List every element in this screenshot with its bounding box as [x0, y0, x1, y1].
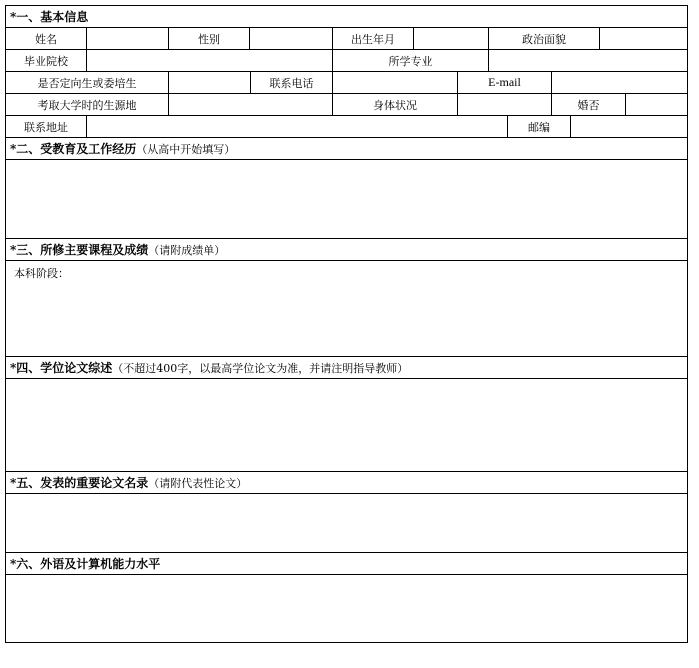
- input-postcode[interactable]: [571, 116, 687, 137]
- input-origin[interactable]: [169, 94, 333, 115]
- label-political: 政治面貌: [489, 28, 600, 49]
- education-history-area[interactable]: [6, 160, 687, 239]
- section-education-header: [6, 138, 687, 160]
- section-title: *五、发表的重要论文名录: [10, 476, 149, 490]
- section-thesis-header: [6, 357, 687, 379]
- row-basic-5: [6, 116, 687, 138]
- section-title: *四、学位论文综述: [10, 361, 113, 375]
- input-major[interactable]: [489, 50, 687, 71]
- label-email: E-mail: [458, 72, 552, 93]
- input-health[interactable]: [458, 94, 552, 115]
- label-directed: 是否定向生或委培生: [6, 72, 169, 93]
- section-note: （请附成绩单）: [148, 243, 226, 257]
- label-married: 婚否: [552, 94, 626, 115]
- section-publications-header: [6, 472, 687, 494]
- input-school[interactable]: [87, 50, 333, 71]
- section-title: *二、受教育及工作经历: [10, 142, 137, 156]
- label-gender: 性别: [169, 28, 250, 49]
- section-note: （不超过400字，以最高学位论文为准，并请注明指导教师）: [112, 361, 409, 375]
- row-basic-4: [6, 94, 687, 116]
- input-phone[interactable]: [333, 72, 458, 93]
- row-basic-3: [6, 72, 687, 94]
- input-email[interactable]: [552, 72, 687, 93]
- row-basic-1: [6, 28, 687, 50]
- label-postcode: 邮编: [508, 116, 571, 137]
- label-phone: 联系电话: [251, 72, 333, 93]
- input-married[interactable]: [626, 94, 687, 115]
- undergraduate-label: 本科阶段：: [14, 267, 69, 280]
- label-name: 姓名: [6, 28, 87, 49]
- section-skills-header: [6, 553, 687, 575]
- label-health: 身体状况: [333, 94, 458, 115]
- application-form: [5, 5, 688, 643]
- section-note: （从高中开始填写）: [136, 142, 236, 156]
- courses-area[interactable]: [6, 261, 687, 357]
- input-name[interactable]: [87, 28, 169, 49]
- label-birth: 出生年月: [333, 28, 414, 49]
- input-birth[interactable]: [414, 28, 489, 49]
- thesis-summary-area[interactable]: [6, 379, 687, 472]
- label-school: 毕业院校: [6, 50, 87, 71]
- section-basic-info-header: [6, 6, 687, 28]
- section-title: *一、基本信息: [10, 10, 89, 24]
- label-address: 联系地址: [6, 116, 87, 137]
- publications-area[interactable]: [6, 494, 687, 553]
- section-courses-header: [6, 239, 687, 261]
- input-address[interactable]: [87, 116, 508, 137]
- label-major: 所学专业: [333, 50, 489, 71]
- skills-area[interactable]: [6, 575, 687, 642]
- section-title: *三、所修主要课程及成绩: [10, 243, 149, 257]
- row-basic-2: [6, 50, 687, 72]
- section-note: （请附代表性论文）: [148, 476, 248, 490]
- input-directed[interactable]: [169, 72, 251, 93]
- input-gender[interactable]: [250, 28, 333, 49]
- section-title: *六、外语及计算机能力水平: [10, 557, 161, 571]
- label-origin: 考取大学时的生源地: [6, 94, 169, 115]
- input-political[interactable]: [600, 28, 687, 49]
